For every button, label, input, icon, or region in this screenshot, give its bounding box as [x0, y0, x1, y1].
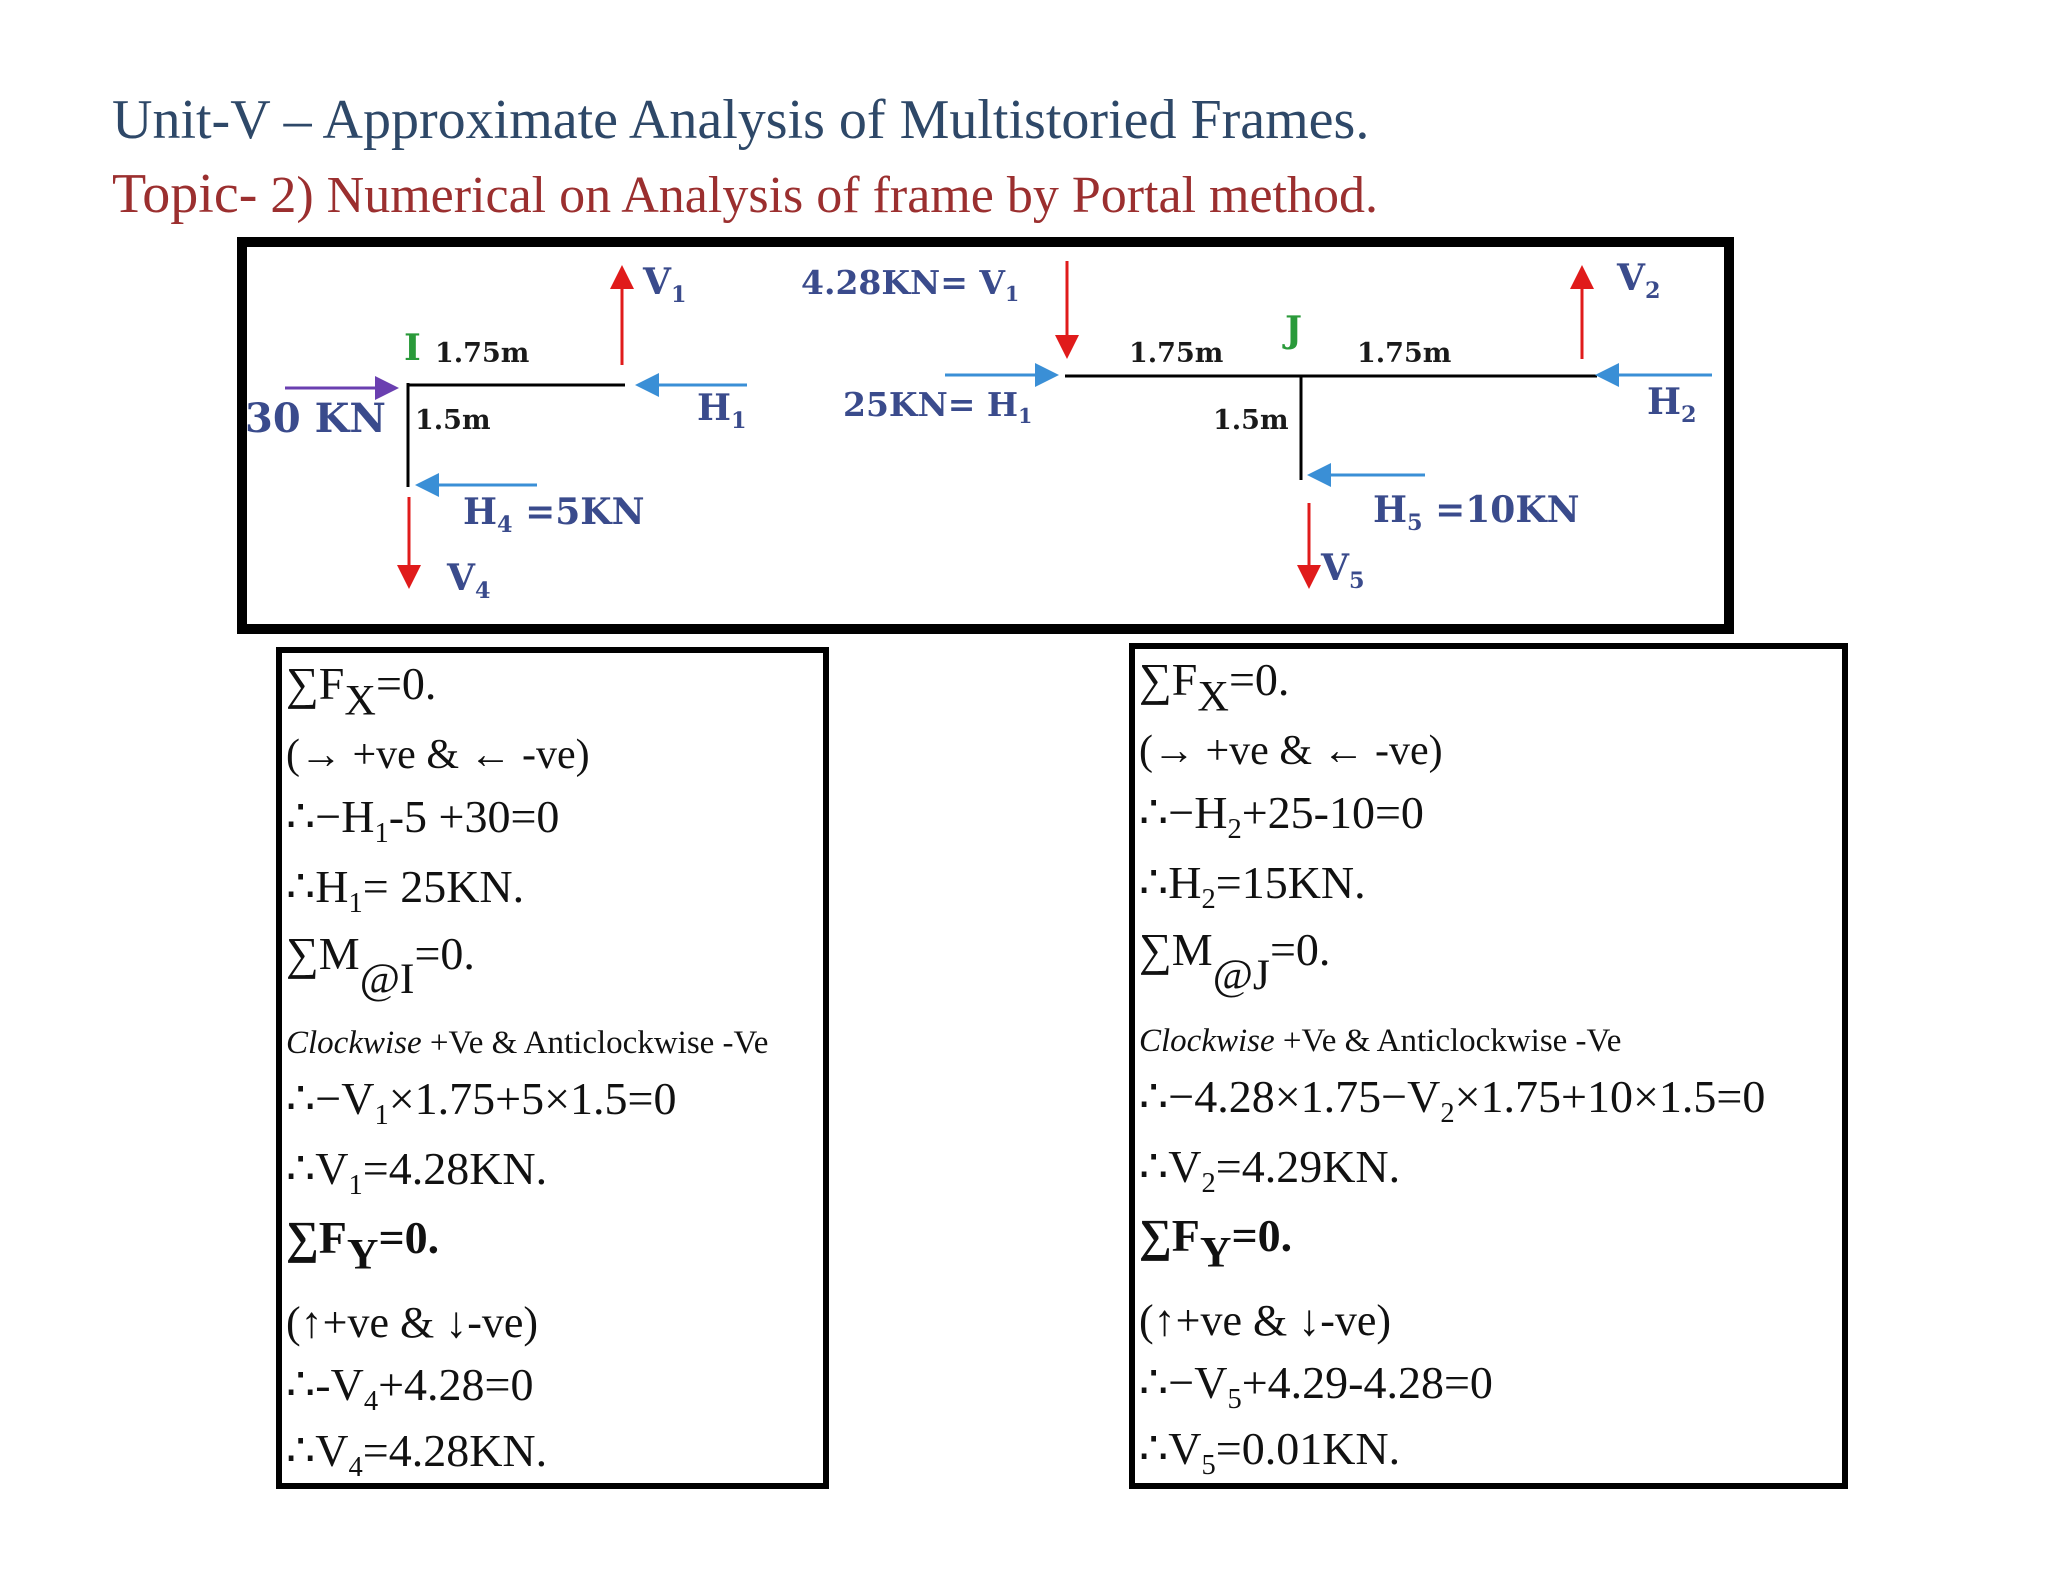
calc-box-left — [276, 647, 829, 1489]
left-eq3-sub: 4 — [363, 1385, 379, 1417]
right-res2-b: =4.29KN. — [1215, 1141, 1401, 1192]
free-body-diagram — [237, 237, 1734, 634]
v5-label-sub: 5 — [1348, 567, 1365, 594]
right-eq2-a: ∴−4.28×1.75−V — [1139, 1071, 1441, 1122]
right-eq2 — [1139, 1069, 1765, 1130]
left-fy-heading — [286, 1211, 439, 1279]
right-res2 — [1139, 1139, 1400, 1200]
left-eq3 — [286, 1357, 533, 1418]
left-m-head: ∑M — [286, 928, 360, 979]
right-sign-m-it: Clockwise — [1139, 1023, 1275, 1059]
right-eq3-b: +4.29-4.28=0 — [1241, 1357, 1493, 1408]
left-m-heading — [286, 927, 475, 1004]
topic-prefix: Topic- — [112, 163, 258, 225]
left-fx-tail: =0. — [375, 658, 437, 709]
left-eq1-sub: 1 — [374, 817, 389, 849]
v2-label-sub: 2 — [1644, 277, 1661, 304]
v1-label-text: V — [643, 261, 671, 303]
right-m-heading — [1139, 923, 1330, 1000]
h5-label — [1373, 489, 1580, 536]
right-res3-b: =0.01KN. — [1215, 1423, 1401, 1474]
left-fx-head: ∑F — [286, 658, 345, 709]
right-res1-sub: 2 — [1201, 883, 1216, 915]
right-res1-b: =15KN. — [1215, 857, 1366, 908]
right-beam-left-length: 1.75m — [1129, 338, 1224, 369]
right-res3-a: ∴V — [1139, 1423, 1202, 1474]
left-eq1-b: -5 +30=0 — [388, 791, 560, 842]
left-fy-sub: Y — [346, 1230, 379, 1279]
h4-label-value: =5KN — [512, 491, 645, 533]
v5-label — [1321, 547, 1364, 594]
v4-label-text: V — [447, 557, 475, 599]
left-m-tail: =0. — [414, 928, 475, 979]
right-eq1-sub: 2 — [1227, 813, 1242, 845]
left-eq1-a: ∴−H — [286, 791, 375, 842]
left-eq2-a: ∴−V — [286, 1073, 375, 1124]
right-fx-sub: X — [1197, 672, 1229, 721]
topic-text: 2) Numerical on Analysis of frame by Portal method. — [257, 167, 1378, 224]
right-res3 — [1139, 1421, 1400, 1482]
right-eq1-a: ∴−H — [1139, 787, 1228, 838]
left-res2-b: =4.28KN. — [362, 1143, 548, 1194]
right-fx-heading — [1139, 653, 1289, 721]
left-beam-length: 1.75m — [435, 338, 530, 369]
left-sign-m-it: Clockwise — [286, 1025, 422, 1061]
right-res3-sub: 5 — [1201, 1449, 1216, 1481]
left-eq2 — [286, 1071, 676, 1132]
left-eq3-a: ∴-V — [286, 1359, 364, 1410]
left-sign-x: (→ +ve & ← -ve) — [286, 732, 590, 778]
h5-label-text: H — [1373, 489, 1408, 531]
h1-label-sub: 1 — [731, 407, 747, 434]
right-fy-head: ∑F — [1139, 1210, 1200, 1261]
right-fy-heading — [1139, 1209, 1292, 1277]
page-topic — [112, 162, 1378, 226]
page-title: Unit-V – Approximate Analysis of Multistoried Frames. — [112, 89, 1370, 151]
right-eq2-b: ×1.75+10×1.5=0 — [1454, 1071, 1766, 1122]
right-fy-sub: Y — [1199, 1228, 1232, 1277]
right-eq3 — [1139, 1355, 1493, 1416]
left-fy-head: ∑F — [286, 1212, 347, 1263]
h1-label — [697, 387, 747, 434]
left-eq3-b: +4.28=0 — [378, 1359, 534, 1410]
right-sign-x: (→ +ve & ← -ve) — [1139, 728, 1443, 774]
h4-label — [463, 491, 645, 538]
right-eq3-sub: 5 — [1227, 1383, 1242, 1415]
right-sign-m-rest: +Ve & Anticlockwise -Ve — [1274, 1023, 1622, 1059]
right-m-head: ∑M — [1139, 924, 1213, 975]
right-eq1-b: +25-10=0 — [1241, 787, 1424, 838]
right-res1 — [1139, 855, 1366, 916]
left-fx-heading — [286, 657, 436, 725]
v1-value-label — [801, 263, 1019, 306]
left-res2 — [286, 1141, 547, 1202]
left-eq2-sub: 1 — [374, 1099, 389, 1131]
left-fx-sub: X — [344, 676, 376, 725]
right-sign-m — [1139, 1023, 1621, 1060]
right-column-length: 1.5m — [1213, 405, 1289, 436]
left-sign-m — [286, 1025, 768, 1062]
left-res1-b: = 25KN. — [362, 861, 525, 912]
v4-label-sub: 4 — [474, 577, 491, 604]
left-res1 — [286, 859, 524, 920]
right-eq3-a: ∴−V — [1139, 1357, 1228, 1408]
left-res3-sub: 4 — [348, 1451, 363, 1483]
left-m-sub: @I — [359, 955, 415, 1004]
calc-box-right — [1129, 643, 1848, 1489]
v1-label — [643, 261, 686, 308]
node-i-label: I — [404, 327, 421, 369]
left-eq1 — [286, 789, 559, 850]
h4-label-sub: 4 — [497, 511, 513, 538]
right-res2-sub: 2 — [1201, 1167, 1216, 1199]
h5-label-value: =10KN — [1422, 489, 1580, 531]
left-sign-y: (↑+ve & ↓-ve) — [286, 1298, 539, 1347]
left-res3-b: =4.28KN. — [362, 1425, 548, 1476]
right-res2-a: ∴V — [1139, 1141, 1202, 1192]
left-res1-sub: 1 — [348, 887, 363, 919]
h2-label-sub: 2 — [1681, 401, 1697, 428]
right-sign-y: (↑+ve & ↓-ve) — [1139, 1296, 1392, 1345]
v4-label — [447, 557, 490, 604]
left-res3 — [286, 1423, 547, 1484]
right-m-tail: =0. — [1269, 924, 1331, 975]
h2-label-text: H — [1647, 381, 1682, 423]
left-sign-m-rest: +Ve & Anticlockwise -Ve — [421, 1025, 769, 1061]
left-res3-a: ∴V — [286, 1425, 349, 1476]
right-m-sub: @J — [1212, 951, 1270, 1000]
left-eq2-b: ×1.75+5×1.5=0 — [388, 1073, 677, 1124]
v1-value-text: 4.28KN= V — [801, 263, 1005, 302]
h4-label-text: H — [463, 491, 498, 533]
left-fy-tail: =0. — [378, 1212, 440, 1263]
v2-label-text: V — [1617, 257, 1645, 299]
v2-label — [1617, 257, 1660, 304]
right-beam-right-length: 1.75m — [1357, 338, 1452, 369]
right-fx-tail: =0. — [1228, 654, 1290, 705]
h5-label-sub: 5 — [1407, 509, 1423, 536]
h1-label-text: H — [697, 387, 732, 429]
left-res1-a: ∴H — [286, 861, 349, 912]
right-res1-a: ∴H — [1139, 857, 1202, 908]
node-j-label: J — [1285, 309, 1303, 351]
h1-value-label — [843, 385, 1032, 428]
v1-label-sub: 1 — [670, 281, 687, 308]
v1-value-sub: 1 — [1004, 282, 1020, 307]
v5-label-text: V — [1321, 547, 1349, 589]
right-eq1 — [1139, 785, 1424, 846]
left-res2-a: ∴V — [286, 1143, 349, 1194]
h2-label — [1647, 381, 1697, 428]
load-30kn-label: 30 KN — [245, 395, 386, 442]
h1-value-sub: 1 — [1018, 404, 1033, 429]
left-column-length: 1.5m — [415, 405, 491, 436]
right-fx-head: ∑F — [1139, 654, 1198, 705]
right-fy-tail: =0. — [1231, 1210, 1293, 1261]
right-eq2-sub: 2 — [1440, 1097, 1455, 1129]
left-res2-sub: 1 — [348, 1169, 363, 1201]
h1-value-text: 25KN= H — [843, 385, 1019, 424]
